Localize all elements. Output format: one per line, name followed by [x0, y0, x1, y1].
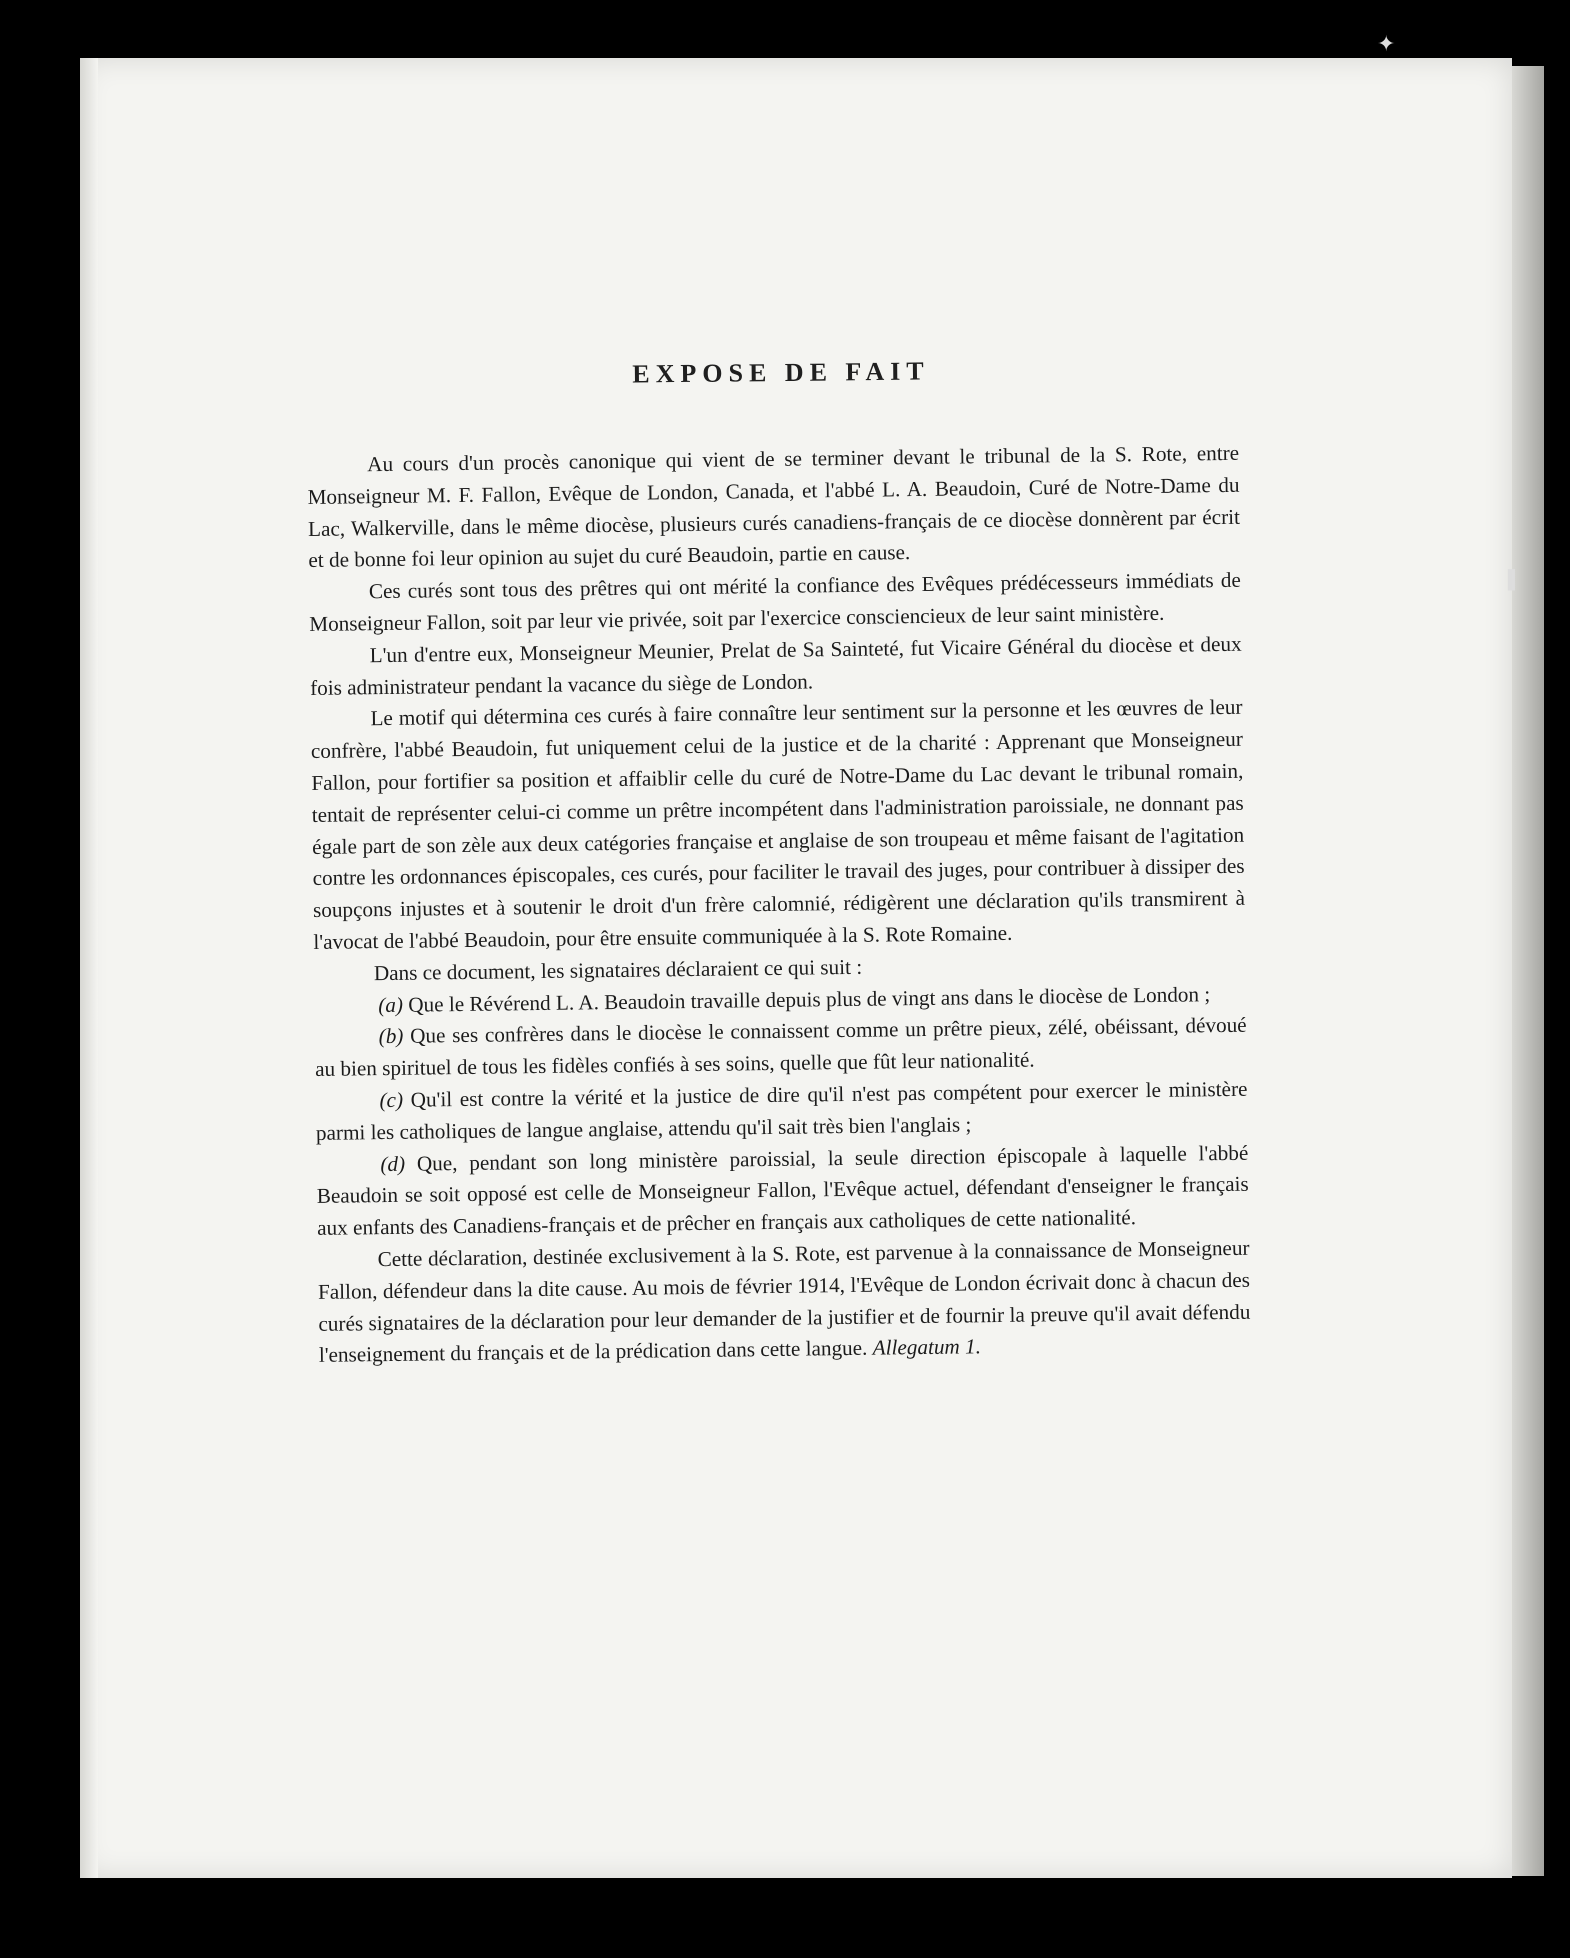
- document-body: [307, 438, 1251, 1372]
- allegatum-reference: Allegatum 1.: [872, 1334, 982, 1360]
- paragraph-motif: [310, 692, 1245, 959]
- paragraph-declaration: [317, 1233, 1251, 1372]
- list-item-text: Que ses confrères dans le diocèse le connaissent comme un prêtre pieux, zélé, obéissant, dévoué au bien spirituel de tous les fidèles confiés à ses soins, quelle que fût leur nationalité.: [314, 1013, 1247, 1082]
- paragraph-intro: [307, 438, 1241, 577]
- list-item-b: [314, 1010, 1247, 1086]
- scan-speck-right: ▌: [1508, 570, 1522, 591]
- page-title: EXPOSE DE FAIT: [632, 356, 930, 389]
- paragraph-text: Cette déclaration, destinée exclusivement à la S. Rote, est parvenue à la connaissance de Monseigneur Fallon, défendeur dans la dite cause. Au mois de février 1914, l'Evêque de London écrivait donc à chacun des curés signataires de la déclaration pour leur demander de la justifier et de fournir la preuve qu'il avait défendu l'enseignement du français et de la prédication dans cette langue.: [317, 1235, 1251, 1368]
- paragraph-text: Le motif qui détermina ces curés à faire connaître leur sentiment sur la personne et les œuvres de leur confrère, l'abbé Beaudoin, fut uniquement celui de la justice et de la charité : Apprenant que Monseigneur Fallon, pour fortifier sa position et affaiblir celle du curé de Notre-Dame du Lac devant le tribunal romain, tentait de représenter celui-ci comme un prêtre incompétent dans l'administration paroissiale, ne donnant pas égale part de son zèle aux deux catégories française et anglaise de son troupeau et même faisant de l'agitation contre les ordonnances épiscopales, ces curés, pour faciliter le travail des juges, pour contribuer à dissiper des soupçons injustes et à soutenir le droit d'un frère calomnié, rédigèrent une déclaration qu'ils transmirent à l'avocat de l'abbé Beaudoin, pour être ensuite communiquée à la S. Rote Romaine.: [310, 695, 1246, 954]
- paragraph-text: Au cours d'un procès canonique qui vient de se terminer devant le tribunal de la S. Rote, entre Monseigneur M. F. Fallon, Evêque de London, Canada, et l'abbé L. A. Beaudoin, Curé de Notre-Dame du Lac, Walkerville, dans le même diocèse, plusieurs curés canadiens-français de ce diocèse donnèrent par écrit et de bonne foi leur opinion au sujet du curé Beaudoin, partie en cause.: [307, 440, 1241, 573]
- list-item-text: Qu'il est contre la vérité et la justice de dire qu'il n'est pas compétent pour exercer le ministère parmi les catholiques de langue anglaise, attendu qu'il sait très bien l'anglais ;: [315, 1076, 1248, 1145]
- list-item-text: Que, pendant son long ministère paroissial, la seule direction épiscopale à laquelle l'abbé Beaudoin se soit opposé est celle de Monseigneur Fallon, l'Evêque actuel, défendant d'enseigner le français aux enfants des Canadiens-français et de prêcher en français aux catholiques de cette nationalité.: [316, 1140, 1249, 1241]
- list-marker: (d): [380, 1151, 406, 1176]
- paragraph-text: L'un d'entre eux, Monseigneur Meunier, Prelat de Sa Sainteté, fut Vicaire Général du diocèse et deux fois administrateur pendant la vacance du siège de London.: [309, 631, 1242, 700]
- list-marker: (a): [378, 992, 404, 1017]
- list-marker: (c): [379, 1087, 404, 1113]
- paragraph-text: Dans ce document, les signataires déclaraient ce qui suit :: [373, 954, 863, 985]
- page-inner-shadow: [80, 58, 98, 1878]
- list-marker: (b): [378, 1024, 404, 1049]
- paragraph-text: Ces curés sont tous des prêtres qui ont mérité la confiance des Evêques prédécesseurs immédiats de Monseigneur Fallon, soit par leur vie privée, soit par l'exercice consciencieux de leur saint ministère.: [309, 567, 1241, 636]
- list-item-d: [316, 1137, 1249, 1245]
- page-right-edge: [1512, 66, 1544, 1876]
- scan-speck-top-right: ✦: [1377, 32, 1396, 57]
- list-item-text: Que le Révérend L. A. Beaudoin travaille depuis plus de vingt ans dans le diocèse de London ;: [408, 981, 1211, 1017]
- paragraph-cures: [309, 565, 1242, 641]
